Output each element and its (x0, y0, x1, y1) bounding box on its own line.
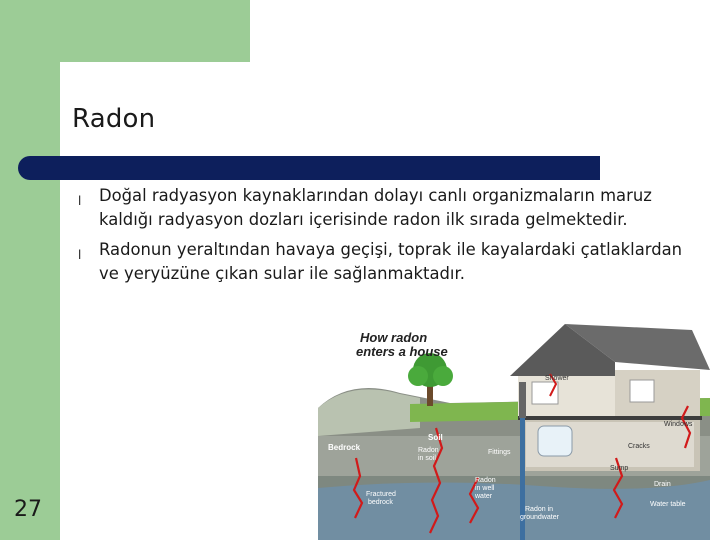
slide-number: 27 (14, 497, 42, 522)
label-fittings: Fittings (488, 449, 511, 456)
label-water-table: Water table (650, 501, 686, 508)
bullet-item (78, 238, 688, 286)
bullet-marker: l (78, 194, 82, 208)
hill-surface (318, 389, 420, 436)
label-radon-gw-2: groundwater (520, 514, 559, 521)
label-radon-well-2: in well (475, 485, 495, 492)
bullet-list (78, 184, 688, 292)
label-fractured-1: Fractured (366, 491, 396, 498)
house-window (532, 382, 558, 404)
bullet-text: Doğal radyasyon kaynaklarından dolayı canlı organizmaların maruz kaldığı radyasyon dozları içerisinde radon ilk sırada gelmektedir. (99, 186, 652, 229)
label-shower: Shower (545, 375, 569, 382)
decorative-green-sidebar (0, 0, 60, 540)
diagram-heading-line2: enters a house (356, 344, 448, 359)
bullet-marker: l (78, 248, 82, 262)
label-fractured-2: bedrock (368, 499, 393, 506)
title-underline-bar (18, 156, 600, 180)
bullet-item (78, 184, 688, 232)
label-radon-well-3: water (475, 493, 493, 500)
label-sump: Sump (610, 465, 629, 472)
label-radon-in-soil-1: Radon (418, 447, 439, 454)
water-tank (538, 426, 572, 456)
label-radon-gw-1: Radon in (525, 506, 554, 513)
label-drain: Drain (654, 481, 671, 488)
label-radon-well-1: Radon (475, 477, 496, 484)
label-cracks: Cracks (628, 443, 650, 450)
label-radon-in-soil-2: in soil (418, 455, 436, 462)
well-pipe (520, 418, 525, 540)
radon-house-diagram (310, 318, 710, 540)
diagram-heading-line1: How radon (360, 330, 428, 345)
label-soil: Soil (428, 433, 443, 442)
label-windows: Windows (664, 421, 693, 428)
groundwater-layer (318, 480, 710, 540)
slide-title: Radon (72, 104, 156, 134)
bullet-text: Radonun yeraltından havaya geçişi, toprak ile kayalardaki çatlaklardan ve yeryüzüne çıkan sular ile sağlanmaktadır. (99, 240, 683, 283)
label-bedrock: Bedrock (328, 443, 361, 452)
